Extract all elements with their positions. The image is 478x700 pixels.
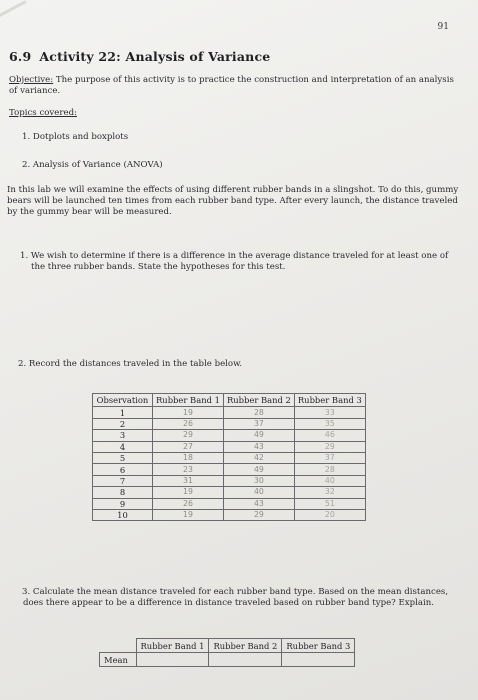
band-1-cell[interactable]: 19 <box>153 509 224 520</box>
objective-label: Objective: <box>9 75 54 85</box>
band-3-cell[interactable]: 51 <box>294 498 365 509</box>
table-row <box>93 430 366 441</box>
table-row <box>93 509 366 520</box>
band-3-cell[interactable]: 33 <box>294 407 365 418</box>
question-3 <box>22 587 448 609</box>
question-3-line: does there appear to be a difference in distance traveled based on rubber band type? Explain. <box>23 598 435 608</box>
band-2-cell[interactable]: 29 <box>223 509 294 520</box>
intro-line: bears will be launched ten times from each rubber band type. After every launch, the distance traveled <box>7 196 458 206</box>
band-2-cell[interactable]: 30 <box>223 475 294 486</box>
observation-cell: 4 <box>93 441 153 452</box>
table-row <box>93 475 366 486</box>
observation-cell: 10 <box>93 509 153 520</box>
table-row <box>93 407 366 418</box>
question-1 <box>20 251 448 273</box>
table-row <box>93 498 366 509</box>
page-number: 91 <box>437 22 449 32</box>
band-1-cell[interactable]: 26 <box>153 498 224 509</box>
section-title: Activity 22: Analysis of Variance <box>39 49 271 64</box>
band-2-mean-cell[interactable] <box>209 653 282 667</box>
column-header: Rubber Band 3 <box>282 639 355 653</box>
band-2-cell[interactable]: 37 <box>223 418 294 429</box>
table-row <box>93 464 366 475</box>
section-number: 6.9 <box>9 49 32 64</box>
question-1-line: 1. We wish to determine if there is a difference in the average distance traveled for at least one of <box>20 251 449 261</box>
table-row <box>93 441 366 452</box>
observation-cell: 7 <box>93 475 153 486</box>
band-1-cell[interactable]: 26 <box>153 418 224 429</box>
band-2-cell[interactable]: 43 <box>223 498 294 509</box>
observation-cell: 5 <box>93 452 153 463</box>
observation-cell: 1 <box>93 407 153 418</box>
band-2-cell[interactable]: 42 <box>223 452 294 463</box>
column-header: Rubber Band 2 <box>209 639 282 653</box>
band-2-cell[interactable]: 49 <box>223 464 294 475</box>
band-3-cell[interactable]: 29 <box>294 441 365 452</box>
band-1-cell[interactable]: 19 <box>153 407 224 418</box>
band-3-cell[interactable]: 37 <box>294 452 365 463</box>
band-1-cell[interactable]: 18 <box>153 452 224 463</box>
pencil-mark <box>0 0 27 19</box>
column-header: Rubber Band 1 <box>136 639 209 653</box>
distance-table <box>92 393 366 521</box>
column-header: Rubber Band 3 <box>294 394 365 407</box>
band-2-cell[interactable]: 40 <box>223 487 294 498</box>
intro-line: In this lab we will examine the effects of using different rubber bands in a slingshot. To do this, gummy <box>7 185 459 195</box>
topic-item: 1. Dotplots and boxplots <box>22 132 129 142</box>
band-3-cell[interactable]: 28 <box>294 464 365 475</box>
column-header: Rubber Band 2 <box>223 394 294 407</box>
question-1-line: the three rubber bands. State the hypotheses for this test. <box>31 262 286 272</box>
mean-row-label: Mean <box>100 653 137 667</box>
table-row <box>93 418 366 429</box>
intro-line: by the gummy bear will be measured. <box>7 207 172 217</box>
question-3-line: 3. Calculate the mean distance traveled for each rubber band type. Based on the mean distances, <box>22 587 449 597</box>
mean-table <box>99 638 355 667</box>
column-header: Rubber Band 1 <box>153 394 224 407</box>
band-3-cell[interactable]: 32 <box>294 487 365 498</box>
band-2-cell[interactable]: 28 <box>223 407 294 418</box>
band-3-cell[interactable]: 46 <box>294 430 365 441</box>
band-3-cell[interactable]: 20 <box>294 509 365 520</box>
intro-paragraph <box>7 185 458 218</box>
column-header: Observation <box>93 394 153 407</box>
band-1-mean-cell[interactable] <box>136 653 209 667</box>
corner-cell <box>100 639 137 653</box>
band-2-cell[interactable]: 43 <box>223 441 294 452</box>
band-1-cell[interactable]: 27 <box>153 441 224 452</box>
band-3-cell[interactable]: 40 <box>294 475 365 486</box>
question-2: 2. Record the distances traveled in the table below. <box>18 359 243 369</box>
table-row <box>93 487 366 498</box>
observation-cell: 6 <box>93 464 153 475</box>
table-row <box>93 452 366 463</box>
band-3-cell[interactable]: 35 <box>294 418 365 429</box>
band-1-cell[interactable]: 29 <box>153 430 224 441</box>
objective-line-2: of variance. <box>9 86 61 96</box>
topics-label: Topics covered: <box>9 108 77 118</box>
topic-item: 2. Analysis of Variance (ANOVA) <box>22 160 163 170</box>
objective-line-1: The purpose of this activity is to practice the construction and interpretation of an analysis <box>55 75 454 85</box>
observation-cell: 8 <box>93 487 153 498</box>
band-1-cell[interactable]: 23 <box>153 464 224 475</box>
distance-table-header <box>93 394 366 407</box>
band-3-mean-cell[interactable] <box>282 653 355 667</box>
band-2-cell[interactable]: 49 <box>223 430 294 441</box>
observation-cell: 2 <box>93 418 153 429</box>
objective <box>9 75 454 97</box>
mean-table-header <box>100 639 355 653</box>
section-heading <box>9 49 270 64</box>
band-1-cell[interactable]: 31 <box>153 475 224 486</box>
band-1-cell[interactable]: 19 <box>153 487 224 498</box>
observation-cell: 3 <box>93 430 153 441</box>
observation-cell: 9 <box>93 498 153 509</box>
table-row <box>100 653 355 667</box>
